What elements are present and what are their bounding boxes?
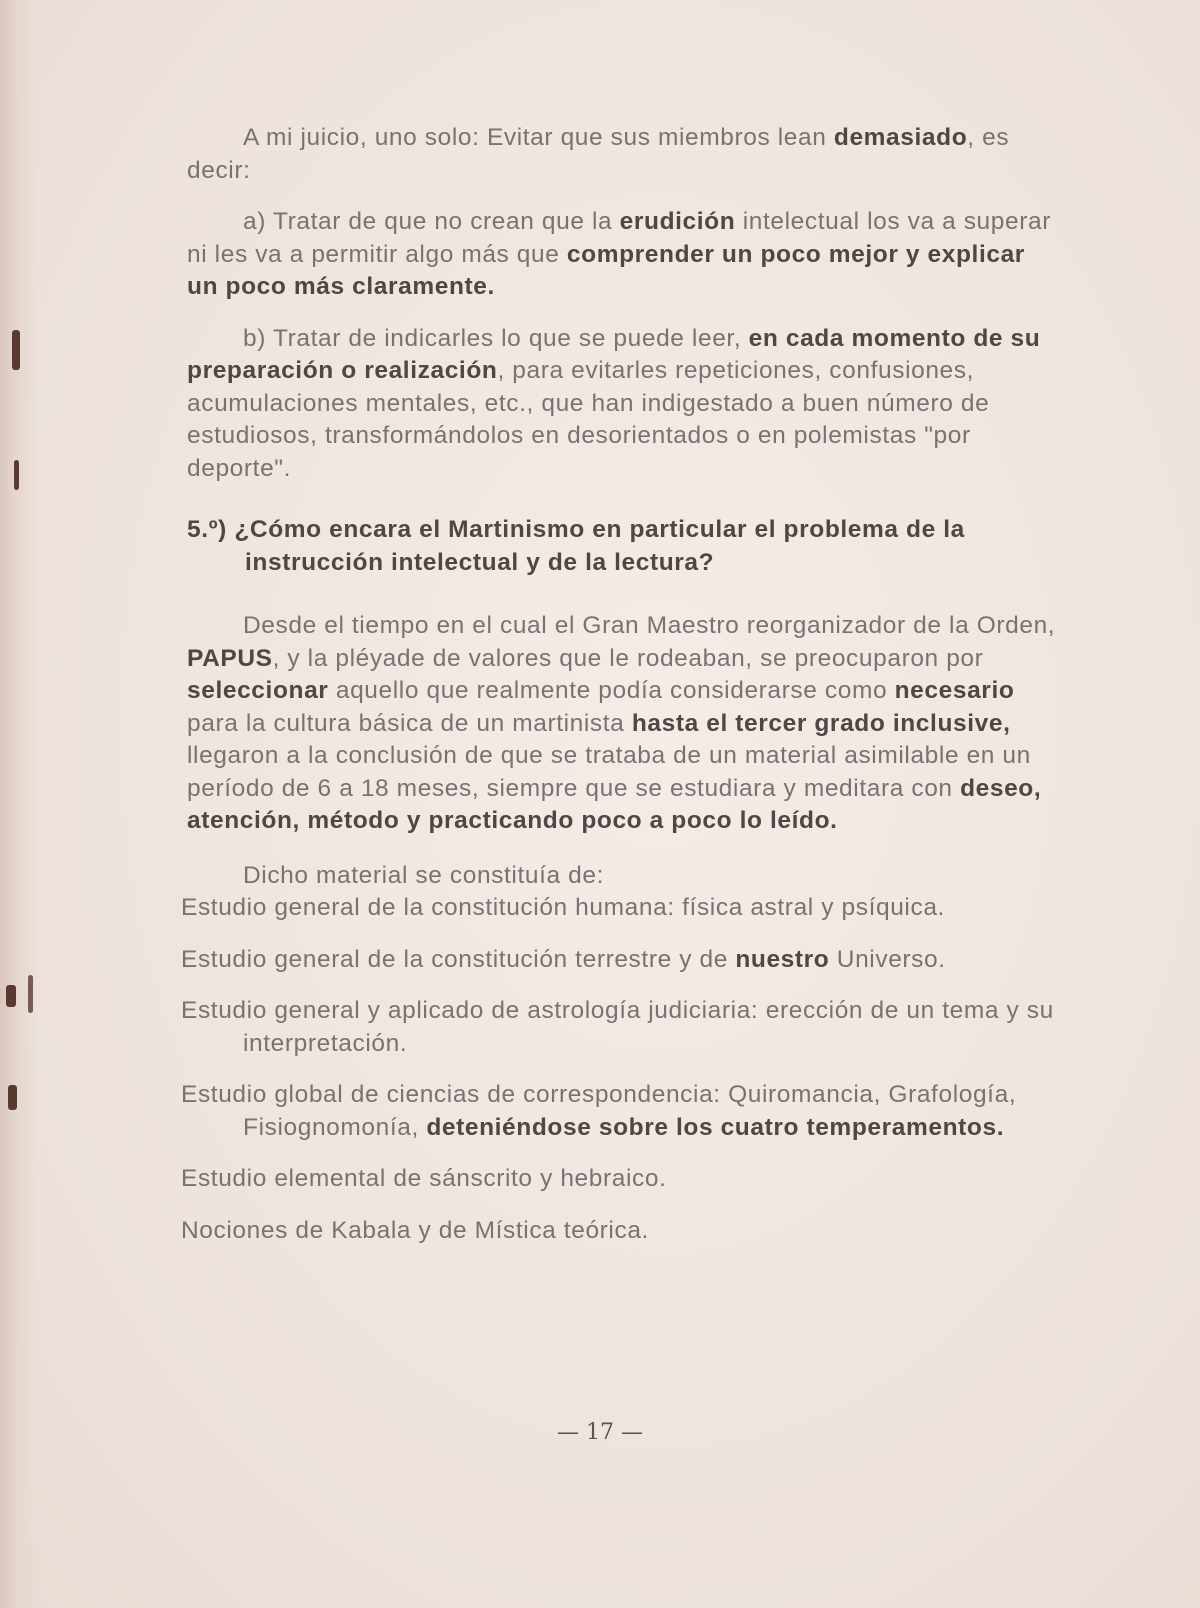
binding-mark — [6, 985, 16, 1007]
list-item: Estudio elemental de sánscrito y hebraico. — [181, 1165, 667, 1192]
page-body — [181, 122, 1063, 1247]
binding-mark — [12, 330, 20, 370]
question-heading: 5.º) ¿Cómo encara el Martinismo en particular el problema de la instrucción intelectual y de la lectura? — [187, 516, 965, 576]
binding-mark — [14, 460, 19, 490]
paragraph-item-b: b) Tratar de indicarles lo que se puede leer, en cada momento de su preparación o realización, para evitarles repeticiones, confusiones, acumulaciones mentales, etc., que han indigestado a buen número de estudiosos, transformándolos en desorientados o en polemistas "por deporte". — [187, 324, 1041, 482]
paragraph-material: Dicho material se constituía de: — [243, 861, 605, 889]
binding-mark — [28, 975, 33, 1013]
list-item: Nociones de Kabala y de Mística teórica. — [181, 1216, 649, 1244]
list-item: Estudio general de la constitución humana: física astral y psíquica. — [181, 894, 945, 921]
list-item: Estudio general y aplicado de astrología judiciaria: erección de un tema y su interpretación. — [181, 997, 1054, 1057]
page-number: — 17 — — [557, 1420, 643, 1445]
binding-mark — [8, 1085, 17, 1110]
binding-edge — [0, 0, 38, 1608]
paragraph-item-a: a) Tratar de que no crean que la erudición intelectual los va a superar ni les va a permitir algo más que comprender un poco mejor y explicar un poco más claramente. — [187, 208, 1051, 300]
list-item: Estudio general de la constitución terrestre y de nuestro Universo. — [181, 945, 946, 973]
list-item: Estudio global de ciencias de correspondencia: Quiromancia, Grafología, Fisiognomonía, deteniéndose sobre los cuatro temperamentos. — [181, 1081, 1017, 1141]
paragraph-papus: Desde el tiempo en el cual el Gran Maestro reorganizador de la Orden, PAPUS, y la pléyade de valores que le rodeaban, se preocuparon por seleccionar aquello que realmente podía considerarse como necesario para la cultura básica de un martinista hasta el tercer grado inclusive, llegaron a la conclusión de que se trataba de un material asimilable en un período de 6 a 18 meses, siempre que se estudiara y meditara con deseo, atención, método y practicando poco a poco lo leído. — [187, 612, 1056, 834]
paragraph-intro: A mi juicio, uno solo: Evitar que sus miembros lean demasiado, es decir: — [187, 124, 1010, 184]
